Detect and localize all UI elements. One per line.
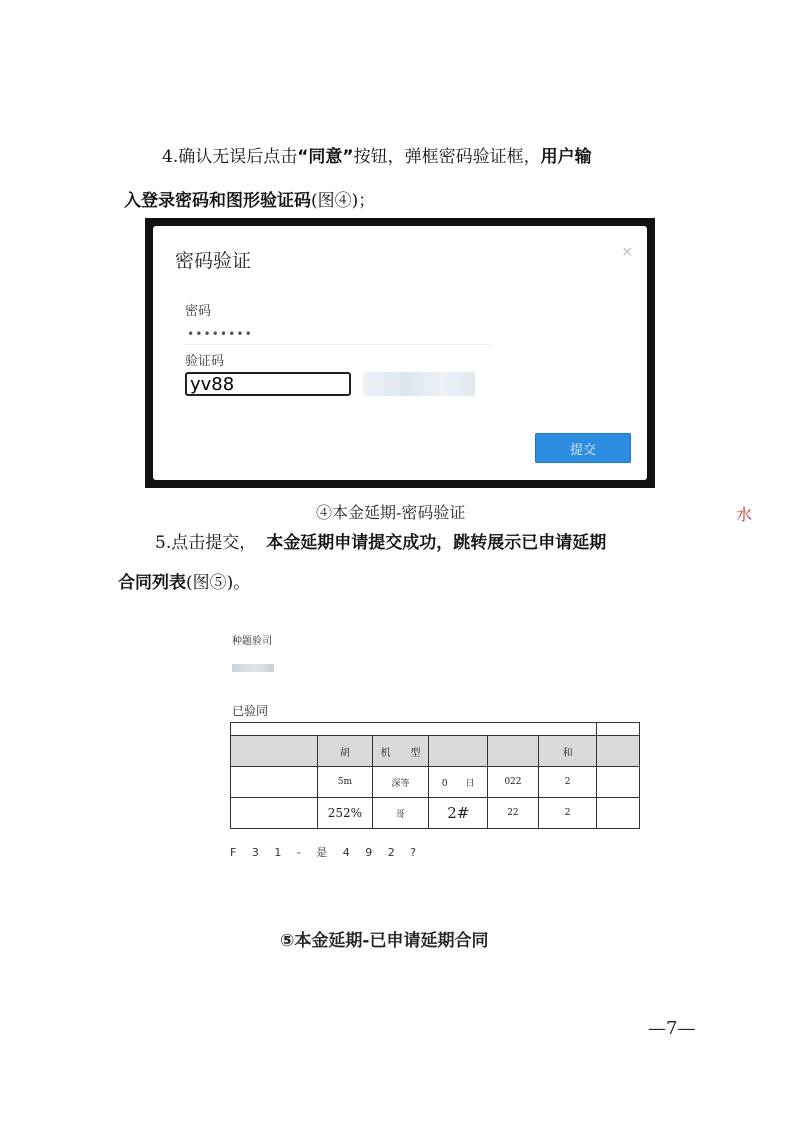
captcha-input[interactable] [185,372,351,396]
step5-suffix: (图⑤)。 [186,573,251,593]
table-cell: 252% [318,798,373,829]
contract-table [230,722,640,829]
header-cell [597,736,640,767]
figure5-caption: ⑤本金延期-已申请延期合同 [280,931,489,951]
table-footer-text: F 3 1 - 是 4 9 2 ? [230,846,417,859]
section-label: 已验同 [232,704,269,718]
table-header-row [231,736,640,767]
step4-suffix: (图④)； [311,191,376,211]
list-heading: 种题验司 [232,636,272,647]
step4-agree-term: “同意” [297,147,354,167]
header-cell [488,736,539,767]
table-cell [597,767,640,798]
table-cell [597,723,640,736]
step4-bold-tail: 用户输 [540,147,592,167]
step4-middle: 按钮，弹框密码验证框， [353,147,541,167]
close-icon[interactable]: × [621,244,633,260]
dialog-title: 密码验证 [175,250,252,272]
header-cell: 和 [538,736,597,767]
submit-button[interactable]: 提交 [535,433,631,463]
step4-prefix: 4.确认无误后点击 [162,147,298,167]
table-cell: 022 [488,767,539,798]
password-dialog-screenshot [145,218,655,488]
password-dialog [153,226,647,480]
page-number: —7— [648,1018,696,1039]
table-cell [231,798,318,829]
table-cell: 2 [538,798,597,829]
header-cell: 胡 [318,736,373,767]
figure4-caption: ④本金延期-密码验证 [316,503,466,522]
table-cell: 0 日 [429,767,488,798]
table-cell [231,767,318,798]
table-cell [231,723,597,736]
step5-bold-line2: 合同列表 [118,573,186,593]
margin-mark: 水 [736,505,753,524]
table-cell: 深等 [372,767,429,798]
step5-prefix: 5.点击提交， [155,533,257,553]
step5-bold-line1: 本金延期申请提交成功，跳转展示已申请延期 [266,533,607,553]
table-cell: 22 [488,798,539,829]
header-cell [231,736,318,767]
header-cell: 机 型 [372,736,429,767]
table-cell: 5m [318,767,373,798]
table-cell: 2 [538,767,597,798]
table-row[interactable] [231,767,640,798]
table-row[interactable] [231,798,640,829]
password-field[interactable] [183,324,491,345]
contract-list-screenshot [230,628,642,868]
table-cell: 2# [429,798,488,829]
table-top-row [231,723,640,736]
blurred-subtitle [232,664,274,672]
password-label: 密码 [185,304,212,319]
table-cell [597,798,640,829]
header-cell [429,736,488,767]
step4-bold-line2: 入登录密码和图形验证码 [124,191,311,211]
captcha-image[interactable] [363,372,475,396]
table-cell: 哥 [372,798,429,829]
captcha-label: 验证码 [185,354,225,369]
